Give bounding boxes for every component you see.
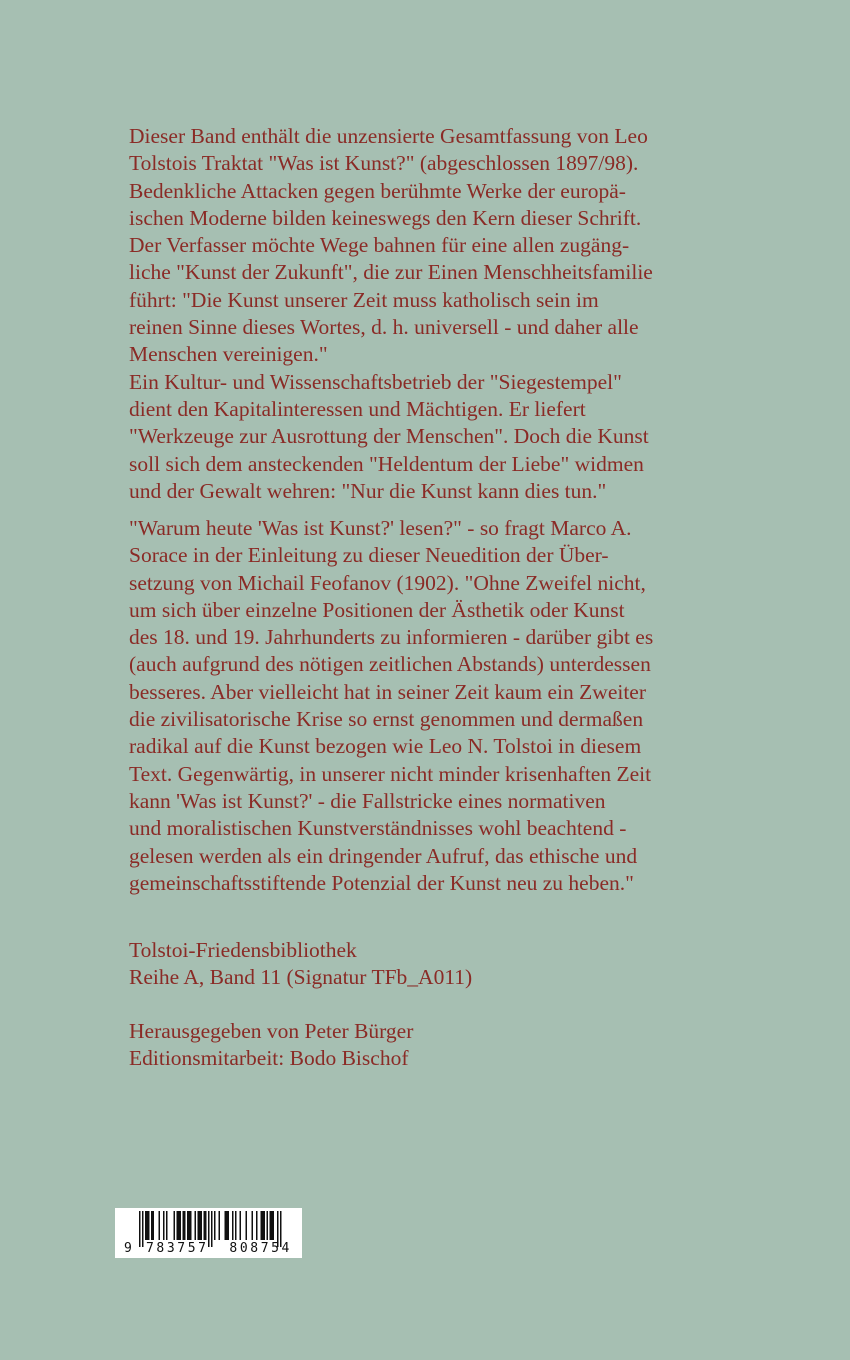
- text-line: reinen Sinne dieses Wortes, d. h. universell - und daher alle: [129, 315, 639, 340]
- collaborator-credit: Editionsmitarbeit: Bodo Bischof: [129, 1046, 409, 1071]
- barcode-bar: [204, 1211, 206, 1240]
- text-line: Der Verfasser möchte Wege bahnen für eine allen zugäng-: [129, 233, 630, 258]
- series-name: Tolstoi-Friedensbibliothek: [129, 938, 357, 962]
- barcode-bar: [271, 1211, 273, 1240]
- barcode-bar: [252, 1211, 254, 1240]
- text-line: Menschen vereinigen.": [129, 342, 328, 367]
- barcode-bar: [151, 1211, 153, 1240]
- text-line: Bedenkliche Attacken gegen berühmte Werke der europä-: [129, 178, 626, 203]
- text-line: liche "Kunst der Zukunft", die zur Einen Menschheitsfamilie: [129, 260, 653, 285]
- barcode-bar: [226, 1211, 228, 1240]
- text-line: Ein Kultur- und Wissenschaftsbetrieb der "Siegestempel": [129, 369, 622, 394]
- series-volume: Reihe A, Band 11 (Signatur TFb_A011): [129, 965, 473, 990]
- barcode-bar: [235, 1211, 237, 1240]
- text-line: Sorace in der Einleitung zu dieser Neuedition der Über-: [129, 543, 609, 568]
- isbn-barcode: [115, 1208, 302, 1258]
- text-line: "Warum heute 'Was ist Kunst?' lesen?" - so fragt Marco A.: [129, 516, 632, 540]
- barcode-bar: [270, 1211, 272, 1240]
- barcode-bar: [201, 1211, 203, 1240]
- barcode-bar: [174, 1211, 176, 1240]
- text-line: ischen Moderne bilden keineswegs den Kern dieser Schrift.: [129, 205, 642, 230]
- text-line: besseres. Aber vielleicht hat in seiner Zeit kaum ein Zweiter: [129, 679, 647, 704]
- barcode-second-group: 808754: [229, 1241, 292, 1256]
- barcode-bar: [183, 1211, 185, 1240]
- text-line: dient den Kapitalinteressen und Mächtigen. Er liefert: [129, 396, 586, 421]
- barcode-bar: [214, 1211, 216, 1240]
- text-line: die zivilisatorische Krise so ernst genommen und dermaßen: [129, 707, 644, 732]
- barcode-bar: [267, 1211, 269, 1240]
- text-line: führt: "Die Kunst unserer Zeit muss katholisch sein im: [129, 287, 599, 312]
- text-line: gelesen werden als ein dringender Aufruf, das ethische und: [129, 843, 638, 868]
- barcode-bar: [180, 1211, 182, 1240]
- barcode-bar: [177, 1211, 179, 1240]
- text-line: Dieser Band enthält die unzensierte Gesamtfassung von Leo: [129, 124, 648, 148]
- barcode-lead-digit: 9: [124, 1241, 132, 1256]
- barcode-bar: [198, 1211, 200, 1240]
- barcode-bar: [145, 1211, 147, 1240]
- editor-info: [129, 1018, 729, 1073]
- barcode-bar: [147, 1211, 149, 1240]
- text-line: Tolstois Traktat "Was ist Kunst?" (abgeschlossen 1897/98).: [129, 151, 639, 176]
- text-line: und moralistischen Kunstverständnisses wohl beachtend -: [129, 816, 627, 841]
- barcode-bar: [228, 1211, 230, 1240]
- barcode-bar: [240, 1211, 242, 1240]
- barcode-bar: [159, 1211, 161, 1240]
- text-line: radikal auf die Kunst bezogen wie Leo N. Tolstoi in diesem: [129, 734, 642, 759]
- barcode-bar: [256, 1211, 258, 1240]
- barcode-bar: [199, 1211, 201, 1240]
- barcode-bar: [166, 1211, 168, 1240]
- barcode-bar: [163, 1211, 165, 1240]
- barcode-bar: [178, 1211, 180, 1240]
- blurb-paragraph-2: [129, 515, 729, 897]
- text-line: setzung von Michail Feofanov (1902). "Ohne Zweifel nicht,: [129, 570, 646, 595]
- text-line: "Werkzeuge zur Ausrottung der Menschen". Doch die Kunst: [129, 424, 649, 449]
- barcode-bar: [148, 1211, 150, 1240]
- text-line: kann 'Was ist Kunst?' - die Fallstricke eines normativen: [129, 788, 606, 813]
- barcode-bar: [273, 1211, 275, 1240]
- barcode-bar: [232, 1211, 234, 1240]
- barcode-bar: [184, 1211, 186, 1240]
- text-line: Text. Gegenwärtig, in unserer nicht minder krisenhaften Zeit: [129, 761, 652, 786]
- editor-credit: Herausgegeben von Peter Bürger: [129, 1019, 414, 1043]
- barcode-bar: [261, 1211, 263, 1240]
- series-info: [129, 937, 729, 992]
- barcode-bar: [262, 1211, 264, 1240]
- blurb-paragraph-1: [129, 123, 729, 505]
- text-line: um sich über einzelne Positionen der Ästhetik oder Kunst: [129, 597, 625, 622]
- barcode-bar: [189, 1211, 191, 1240]
- text-line: und der Gewalt wehren: "Nur die Kunst kann dies tun.": [129, 478, 607, 503]
- barcode-digits: [115, 1239, 302, 1258]
- barcode-bar: [153, 1211, 155, 1240]
- barcode-bar: [187, 1211, 189, 1240]
- barcode-bar: [190, 1211, 192, 1240]
- barcode-first-group: 783757: [146, 1241, 209, 1256]
- text-line: (auch aufgrund des nötigen zeitlichen Abstands) unterdessen: [129, 652, 651, 677]
- barcode-bar: [225, 1211, 227, 1240]
- barcode-bar: [195, 1211, 197, 1240]
- text-line: soll sich dem ansteckenden "Heldentum der Liebe" widmen: [129, 451, 644, 476]
- barcode-bar: [264, 1211, 266, 1240]
- text-line: des 18. und 19. Jahrhunderts zu informieren - darüber gibt es: [129, 625, 654, 650]
- barcode-bar: [246, 1211, 248, 1240]
- barcode-bar: [205, 1211, 207, 1240]
- barcode-bar: [219, 1211, 221, 1240]
- text-line: gemeinschaftsstiftende Potenzial der Kunst neu zu heben.": [129, 870, 634, 895]
- barcode-digit-groups: [146, 1239, 292, 1258]
